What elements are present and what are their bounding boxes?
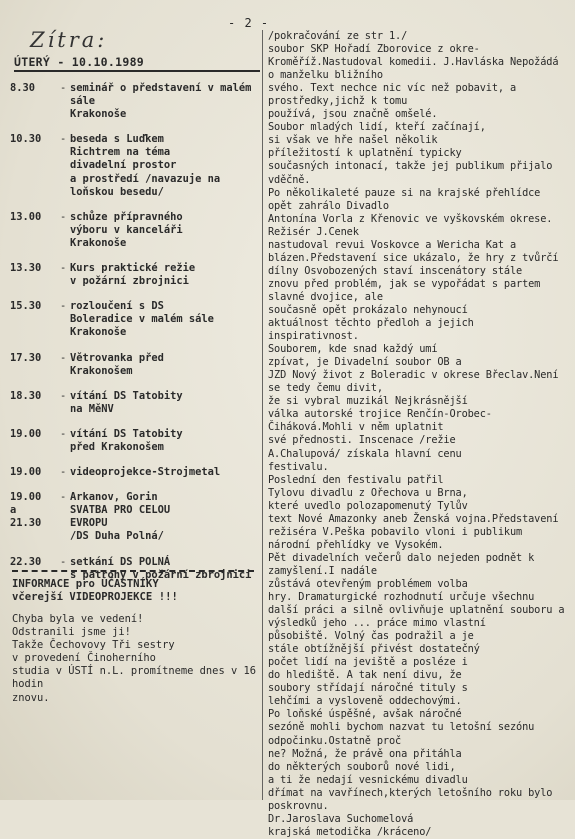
page-number: - 2 - (228, 16, 270, 30)
program-dash: - (60, 210, 67, 223)
program-item (10, 491, 260, 543)
program-time: 19.00 (10, 427, 42, 440)
program-dash: - (60, 300, 67, 313)
notice-text: Chyba byla ve vedení! Odstranili jsme ji! Takže Čechovovy Tři sestry v provedení Činoherního studia v ÚSTÍ n.L. promítneme dnes v 16 hodin znovu. (12, 613, 256, 704)
notice-heading: INFORMACE pro ÚČASTNÍKY včerejší VIDEOPROJEKCE !!! (12, 578, 178, 603)
program-item (10, 466, 260, 479)
program-time: 17.30 (10, 351, 42, 364)
tomorrow-heading: Zítra: (30, 28, 108, 52)
article-text: /pokračování ze str 1./ soubor SKP Hořadí Zborovice z okre- Kroměříž.Nastudoval komedii. J.Havláska Nepožádá o manželku bližního svého. Text nechce nic víc než pobavit, a prostředky,jichž k tomu používá, jsou značně omšelé. Soubor mladých lidí, kteří začínají, si však ve hře našel několik příležitostí k uplatnění typicky současných intonací, takže jej publikum přijalo vděčně. Po několikaleté pauze si na krajské přehlídce opět zahrálo Divadlo Antonína Vorla z Křenovic ve vyškovském okrese. Režisér J.Cenek nastudoval revui Voskovce a Wericha Kat a blázen.Představení sice ukázalo, že hry z tvůrčí dílny Osvobozených staví inscenátory stále znovu před problém, jak se vypořádat s partem slavné dvojice, ale současně opět prokázalo nehynoucí aktuálnost těchto předloh a jejich inspirativnost. Souborem, kde snad každý umí zpívat, je Divadelní soubor OB a JZD Nový život z Boleradic v okrese Břeclav.Není se tedy čemu divit, že si vybral muzikál Nejkrásnější válka autorské trojice Renčín-Orobec-Čiháková.Mohli v něm uplatnit své přednosti. Inscenace /režie A.Chalupová/ získala hlavní cenu festivalu. Poslední den festivalu patřil Tylovu divadlu z Ořechova u Brna, které uvedlo polozapomenutý Tylův text Nové Amazonky aneb Ženská vojna.Představení režiséra V.Peška pobavilo vloni i publikum národní přehlídky ve Vysokém. Pět divadelních večerů dalo nejeden podnět k zamyšlení.I nadále zůstává otevřeným problémem volba hry. Dramaturgické rozhodnutí určuje všechnu další práci a silně ovlivňuje uplatnění souboru a výsledků jeho ... práce mimo vlastní působiště. Volný čas podražil a je stále obtížnější přivést dostatečný počet lidí na jeviště a posléze i do hlediště. A tak není divu, že soubory střídají náročné tituly s lehčími a vysloveně oddechovými. Po loňské úspěšné, avšak náročné sezóně mohli bychom nazvat tu letošní sezónu odpočinku.Ostatně proč ne? Možná, že právě ona přitáhla do některých souborů nové lidi, a ti že nedají vesnickému divadlu dřímat na vavřínech,kterých letošního roku bylo poskrovnu. Dr.Jaroslava Suchomelová krajská metodička /kráceno/ (268, 30, 565, 838)
date-heading: ÚTERÝ - 10.10.1989 (14, 55, 260, 69)
program-time: 19.00 a 21.30 (10, 491, 42, 530)
program-dash: - (60, 351, 67, 364)
program-item (10, 428, 260, 454)
program-description: rozloučení s DS Boleradice v malém sále Krakonoše (70, 300, 214, 339)
program-description: videoprojekce-Strojmetal (70, 466, 221, 479)
program-description: Kurs praktické režie v požární zbrojnici (70, 262, 196, 288)
program-dash: - (60, 133, 67, 146)
program-description: Arkanov, Gorin SVATBA PRO CELOU EVROPU /DS Duha Polná/ (70, 491, 171, 543)
program-time: 8.30 (10, 82, 36, 94)
program-time: 18.30 (10, 389, 42, 402)
program-dash: - (60, 427, 67, 440)
program-item (10, 82, 260, 121)
program-time: 15.30 (10, 300, 42, 313)
program-dash: - (60, 82, 67, 94)
program-description: vítání DS Tatobity na MěNV (70, 389, 183, 415)
program-dash: - (60, 466, 67, 479)
program-item (10, 133, 260, 198)
program-description: setkání DS POLNÁ s patrony v požární zbrojnici (70, 555, 252, 581)
program-item (10, 300, 260, 339)
program-description: vítání DS Tatobity před Krakonošem (70, 427, 183, 453)
program-dash: - (60, 491, 67, 504)
program-dash: - (60, 555, 67, 568)
program-description: schůze přípravného výboru v kanceláři Krakonoše (70, 210, 183, 249)
program-item (10, 211, 260, 250)
program-dash: - (60, 262, 67, 275)
program-list (10, 82, 260, 582)
program-item (10, 262, 260, 288)
program-dash: - (60, 389, 67, 402)
program-description: seminář o představení v malém sále Krakonoše (70, 82, 252, 121)
column-divider (262, 30, 263, 800)
program-description: beseda s Luďkem Richtrem na téma divadelní prostor a prostředí /navazuje na loňskou besedu/ (70, 133, 221, 198)
program-time: 19.00 (10, 466, 42, 479)
program-time: 13.30 (10, 262, 42, 275)
program-item (10, 390, 260, 416)
program-item (10, 352, 260, 378)
dashed-divider (12, 570, 254, 572)
program-description: Větrovanka před Krakonošem (70, 351, 164, 377)
program-time: 22.30 (10, 555, 42, 568)
program-time: 13.00 (10, 210, 42, 223)
program-time: 10.30 (10, 133, 42, 146)
